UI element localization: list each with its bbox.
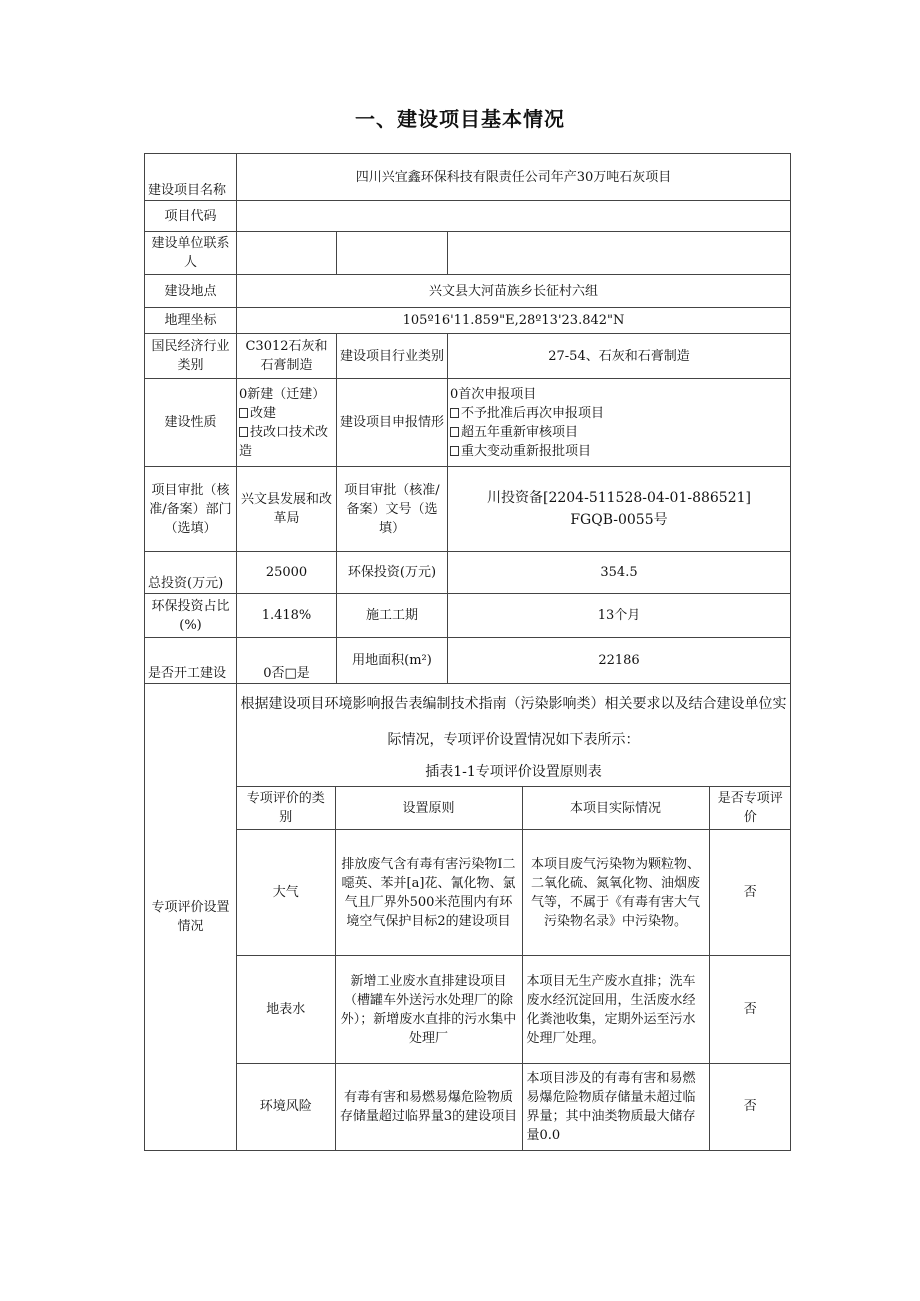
label-coordinates: 地理坐标 — [145, 308, 237, 334]
value-construction-started: 0否□是 — [237, 638, 337, 684]
approval-number-line2: FGQB-0055号 — [570, 512, 668, 528]
value-env-ratio: 1.418% — [237, 594, 337, 638]
row-principle: 排放废气含有毒有害污染物I二噁英、苯并[a]花、氰化物、氯气且厂界外500米范围内有环境空气保护目标2的建设项目 — [335, 830, 522, 956]
value-location: 兴文县大河苗族乡长征村六组 — [237, 275, 791, 308]
table-row — [237, 956, 791, 1064]
approval-number-line1: 川投资备[2204-511528-04-01-886521] — [487, 490, 751, 506]
checkbox-icon — [450, 446, 459, 456]
label-industry-category: 建设项目行业类别 — [337, 334, 448, 379]
row-principle: 有毒有害和易燃易爆危险物质存储量超过临界量3的建设项目 — [335, 1064, 522, 1150]
label-industry: 国民经济行业类别 — [145, 334, 237, 379]
label-construction-started: 是否开工建设 — [145, 638, 237, 684]
checkbox-icon — [239, 408, 248, 418]
label-approval-dept: 项目审批（核准/备案）部门（选填） — [145, 467, 237, 552]
value-project-code — [237, 201, 791, 232]
label-construction-period: 施工工期 — [337, 594, 448, 638]
value-project-name: 四川兴宜鑫环保科技有限责任公司年产30万吨石灰项目 — [237, 154, 791, 201]
label-contact-extra — [337, 232, 448, 275]
value-industry-category: 27-54、石灰和石膏制造 — [448, 334, 791, 379]
special-table-header — [237, 787, 791, 830]
value-total-investment: 25000 — [237, 552, 337, 594]
row-actual: 本项目废气污染物为颗粒物、二氧化硫、氮氧化物、油烟废气等，不属于《有毒有害大气污染物名录》中污染物。 — [522, 830, 709, 956]
header-result: 是否专项评价 — [709, 787, 791, 830]
value-coordinates: 105º16'11.859"E,28º13'23.842"N — [237, 308, 791, 334]
row-result: 否 — [709, 1064, 791, 1150]
row-category: 环境风险 — [237, 1064, 335, 1150]
declaration-option-first: 0首次申报项目 — [450, 386, 537, 402]
header-principle: 设置原则 — [335, 787, 522, 830]
row-principle: 新增工业废水直排建设项目（槽罐车外送污水处理厂的除外）；新增废水直排的污水集中处理厂 — [335, 956, 522, 1064]
label-construction-nature: 建设性质 — [145, 379, 237, 467]
value-construction-period: 13个月 — [448, 594, 791, 638]
row-category: 地表水 — [237, 956, 335, 1064]
value-approval-number — [448, 467, 791, 552]
value-industry: C3012石灰和石膏制造 — [237, 334, 337, 379]
row-result: 否 — [709, 956, 791, 1064]
header-category: 专项评价的类别 — [237, 787, 335, 830]
value-approval-dept: 兴文县发展和改革局 — [237, 467, 337, 552]
label-location: 建设地点 — [145, 275, 237, 308]
special-table-caption: 插表1-1专项评价设置原则表 — [425, 764, 602, 780]
row-actual: 本项目涉及的有毒有害和易燃易爆危险物质存储量未超过临界量；其中油类物质最大储存量0.0 — [522, 1064, 709, 1150]
value-env-investment: 354.5 — [448, 552, 791, 594]
row-result: 否 — [709, 830, 791, 956]
label-project-code: 项目代码 — [145, 201, 237, 232]
declaration-type-options — [448, 379, 791, 467]
value-land-area: 22186 — [448, 638, 791, 684]
declaration-option-resubmit: 不予批准后再次申报项目 — [450, 404, 788, 423]
special-evaluation-content — [237, 684, 791, 1151]
label-project-name: 建设项目名称 — [145, 154, 237, 201]
label-declaration-type: 建设项目申报情形 — [337, 379, 448, 467]
label-special-evaluation: 专项评价设置情况 — [145, 684, 237, 1151]
special-evaluation-table — [237, 786, 791, 1150]
label-approval-number: 项目审批（核准/备案）文号（选填） — [337, 467, 448, 552]
nature-option-rebuild: 改建 — [239, 404, 334, 423]
declaration-option-five-years: 超五年重新审核项目 — [450, 423, 788, 442]
label-total-investment: 总投资(万元) — [145, 552, 237, 594]
value-unit-contact — [237, 232, 337, 275]
nature-option-new: 0新建（迁建） — [239, 386, 326, 402]
checkbox-icon — [239, 427, 248, 437]
label-env-investment: 环保投资(万元) — [337, 552, 448, 594]
checkbox-icon — [450, 408, 459, 418]
declaration-option-major-change: 重大变动重新报批项目 — [450, 442, 788, 461]
value-contact-extra — [448, 232, 791, 275]
construction-nature-options — [237, 379, 337, 467]
row-actual: 本项目无生产废水直排；洗车废水经沉淀回用，生活废水经化粪池收集，定期外运至污水处理厂处理。 — [522, 956, 709, 1064]
page-title: 一、建设项目基本情况 — [355, 107, 565, 131]
table-row — [237, 830, 791, 956]
table-row — [237, 1064, 791, 1150]
row-category: 大气 — [237, 830, 335, 956]
special-intro: 根据建设项目环境影响报告表编制技术指南（污染影响类）相关要求以及结合建设单位实际情况，专项评价设置情况如下表所示： — [240, 696, 787, 748]
label-unit-contact: 建设单位联系人 — [145, 232, 237, 275]
label-env-ratio: 环保投资占比(%) — [145, 594, 237, 638]
header-actual: 本项目实际情况 — [522, 787, 709, 830]
label-land-area: 用地面积(m²) — [337, 638, 448, 684]
checkbox-icon — [450, 427, 459, 437]
nature-option-tech: 技改口技术改造 — [239, 424, 329, 459]
project-info-table — [144, 153, 791, 1151]
